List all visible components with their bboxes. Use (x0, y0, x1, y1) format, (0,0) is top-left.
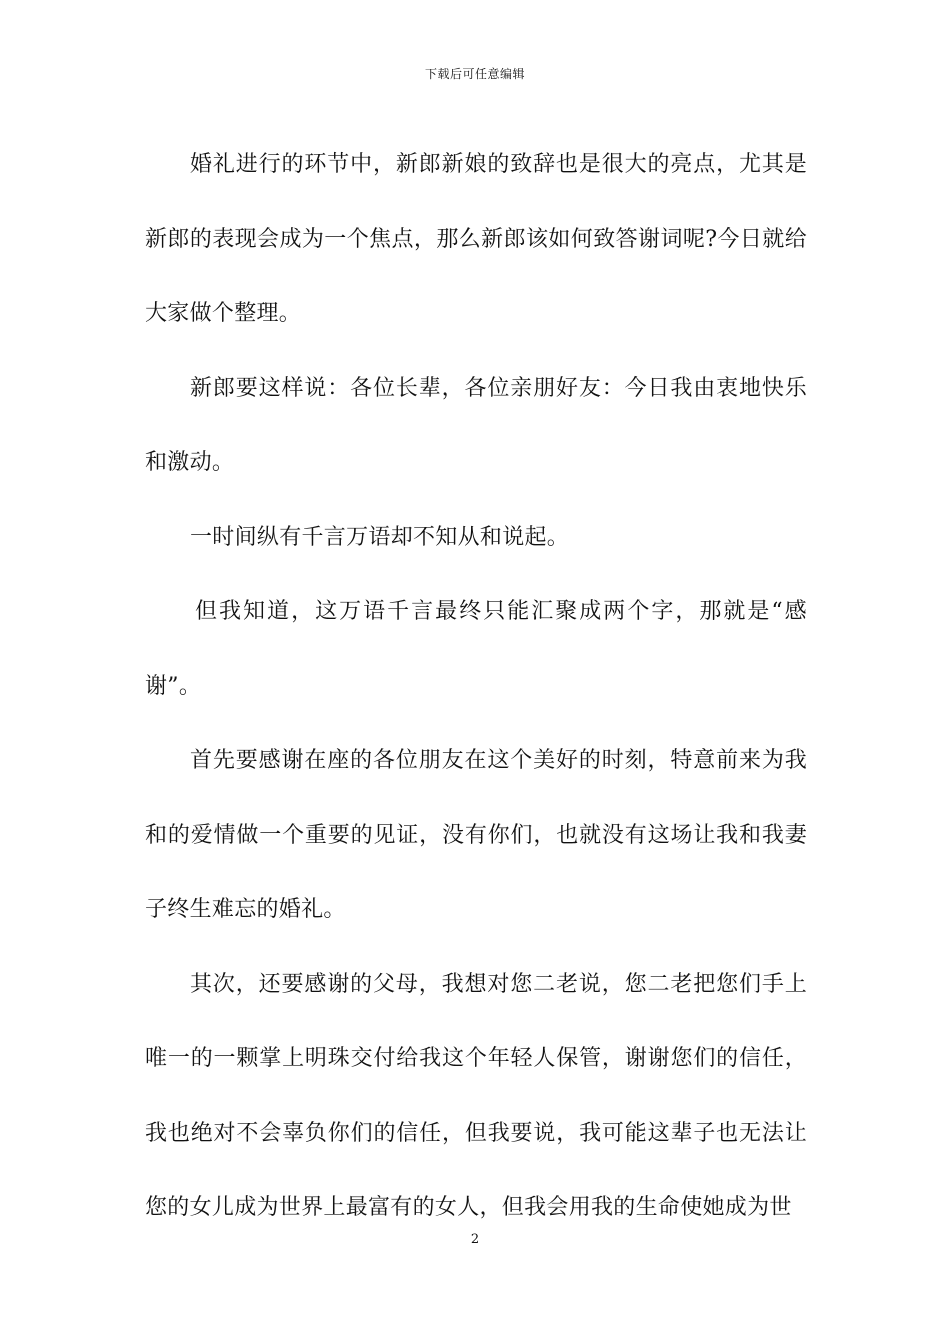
paragraph-thanks: 但我知道，这万语千言最终只能汇聚成两个字，那就是“感谢”。 (145, 599, 807, 699)
document-body (145, 128, 807, 1246)
page-number: 2 (470, 1232, 480, 1247)
paragraph-intro: 婚礼进行的环节中，新郎新娘的致辞也是很大的亮点，尤其是新郎的表现会成为一个焦点，那么新郎该如何致答谢词呢?今日就给大家做个整理。 (145, 152, 807, 326)
paragraph-thank-friends: 首先要感谢在座的各位朋友在这个美好的时刻，特意前来为我和的爱情做一个重要的见证，没有你们，也就没有这场让我和我妻子终生难忘的婚礼。 (145, 748, 807, 922)
paragraph-speechless: 一时间纵有千言万语却不知从和说起。 (190, 524, 570, 550)
paragraph-thank-parents: 其次，还要感谢的父母，我想对您二老说，您二老把您们手上唯一的一颗掌上明珠交付给我这个年轻人保管，谢谢您们的信任，我也绝对不会辜负你们的信任，但我要说，我可能这辈子也无法让您的女儿成为世界上最富有的女人，但我会用我的生命使她成为世 (145, 971, 807, 1220)
page-header: 下载后可任意编辑 (424, 67, 525, 81)
paragraph-greeting: 新郎要这样说：各位长辈，各位亲朋好友：今日我由衷地快乐和激动。 (145, 375, 807, 475)
